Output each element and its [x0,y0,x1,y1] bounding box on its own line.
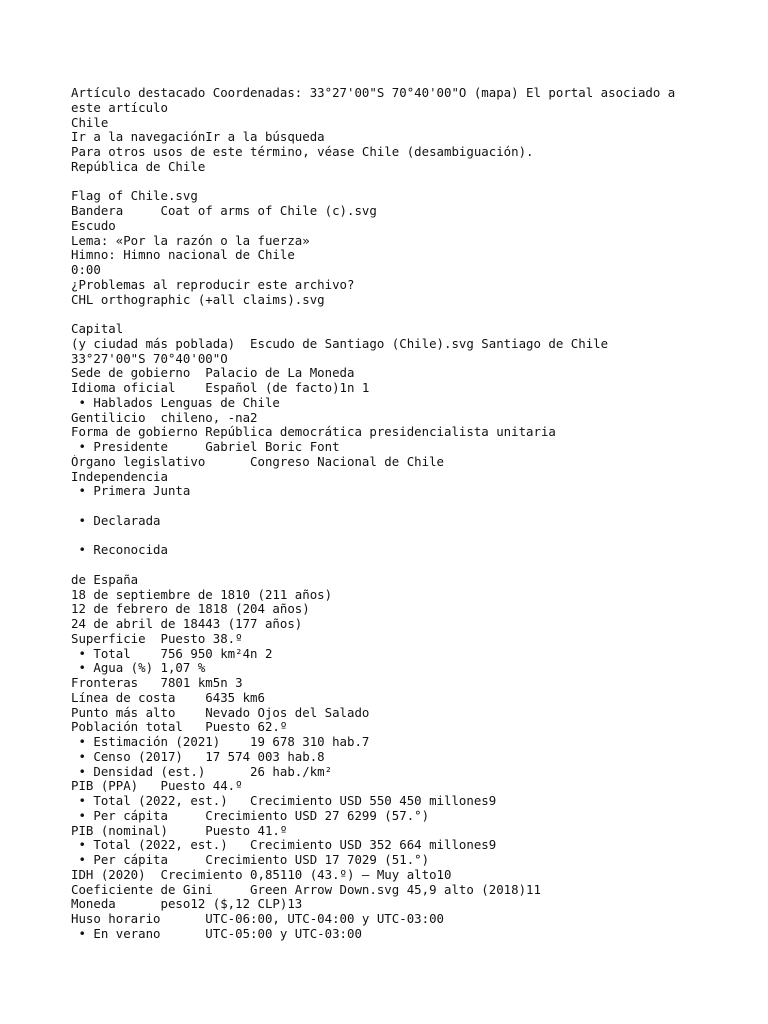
text-line [71,307,761,322]
text-line: • Hablados Lenguas de Chile [71,395,280,410]
text-line: • Presidente Gabriel Boric Font [71,440,340,454]
text-line: Independencia [71,469,168,484]
text-line: 33°27'00"S 70°40'00"O [71,351,228,366]
text-line: ¿Problemas al reproducir este archivo? [71,277,355,292]
text-line: • Per cápita Crecimiento USD 17 7029 (51.°) [71,853,430,867]
text-line: Artículo destacado Coordenadas: 33°27'00"S 70°40'00"O (mapa) El portal asociado a [71,86,676,100]
text-line: • Primera Junta [71,484,191,499]
text-line: Forma de gobierno República democrática presidencialista unitaria [71,425,556,440]
text-line: 12 de febrero de 1818 (204 años) [71,602,310,617]
text-line [71,175,761,190]
text-line: de España [71,572,139,587]
text-line [71,558,761,573]
text-line: Línea de costa 6435 km6 [71,690,265,705]
text-line: Escudo [71,218,116,233]
text-line: 0:00 [71,263,101,277]
text-line: PIB (nominal) Puesto 41.º [71,823,288,838]
text-line [71,529,761,544]
text-line: IDH (2020) Crecimiento 0,85110 (43.º) – Muy alto10 [71,867,452,882]
text-line: • Total (2022, est.) Crecimiento USD 352 664 millones9 [71,838,497,853]
text-line: PIB (PPA) Puesto 44.º [71,779,243,794]
text-line [71,499,761,514]
text-line: • Censo (2017) 17 574 003 hab.8 [71,749,325,764]
text-line: • Declarada [71,513,161,528]
text-line: Capital [71,322,124,336]
text-line: Órgano legislativo Congreso Nacional de Chile [71,454,444,469]
text-line: 18 de septiembre de 1810 (211 años) [71,587,333,602]
text-line: Punto más alto Nevado Ojos del Salado [71,705,370,720]
text-line: Flag of Chile.svg [71,189,198,204]
text-line: • Densidad (est.) 26 hab./km² [71,764,333,779]
text-line: República de Chile [71,159,206,174]
document-body [71,86,761,942]
text-line: este artículo [71,100,168,115]
text-line: • Total (2022, est.) Crecimiento USD 550 450 millones9 [71,794,497,808]
text-line: Himno: Himno nacional de Chile [71,248,295,263]
text-line: • En verano UTC-05:00 y UTC-03:00 [71,926,362,941]
text-line: • Reconocida [71,543,168,558]
text-line: Idioma oficial Español (de facto)1n 1 [71,381,370,395]
text-line: • Total 756 950 km²4n 2 [71,646,273,661]
text-line: Población total Puesto 62.º [71,720,288,735]
text-line: CHL orthographic (+all claims).svg [71,292,325,307]
text-line: • Estimación (2021) 19 678 310 hab.7 [71,735,370,749]
text-line: Lema: «Por la razón o la fuerza» [71,233,310,248]
text-line: Sede de gobierno Palacio de La Moneda [71,366,355,381]
text-line: Coeficiente de Gini Green Arrow Down.svg 45,9 alto (2018)11 [71,882,541,897]
text-line: Ir a la navegaciónIr a la búsqueda [71,130,325,145]
text-line: 24 de abril de 18443 (177 años) [71,617,303,631]
text-line: Superficie Puesto 38.º [71,631,243,646]
text-line: Bandera Coat of arms of Chile (c).svg [71,204,377,218]
text-line: Moneda peso12 ($,12 CLP)13 [71,897,303,912]
text-line: Fronteras 7801 km5n 3 [71,676,243,690]
text-line: Para otros usos de este término, véase Chile (desambiguación). [71,145,534,159]
text-line: Gentilicio chileno, -na2 [71,410,258,425]
text-line: Huso horario UTC-06:00, UTC-04:00 y UTC-03:00 [71,912,444,926]
text-line: • Per cápita Crecimiento USD 27 6299 (57.°) [71,808,430,823]
text-line: (y ciudad más poblada) Escudo de Santiago (Chile).svg Santiago de Chile [71,336,609,351]
text-line: Chile [71,115,109,130]
text-line: • Agua (%) 1,07 % [71,661,206,676]
